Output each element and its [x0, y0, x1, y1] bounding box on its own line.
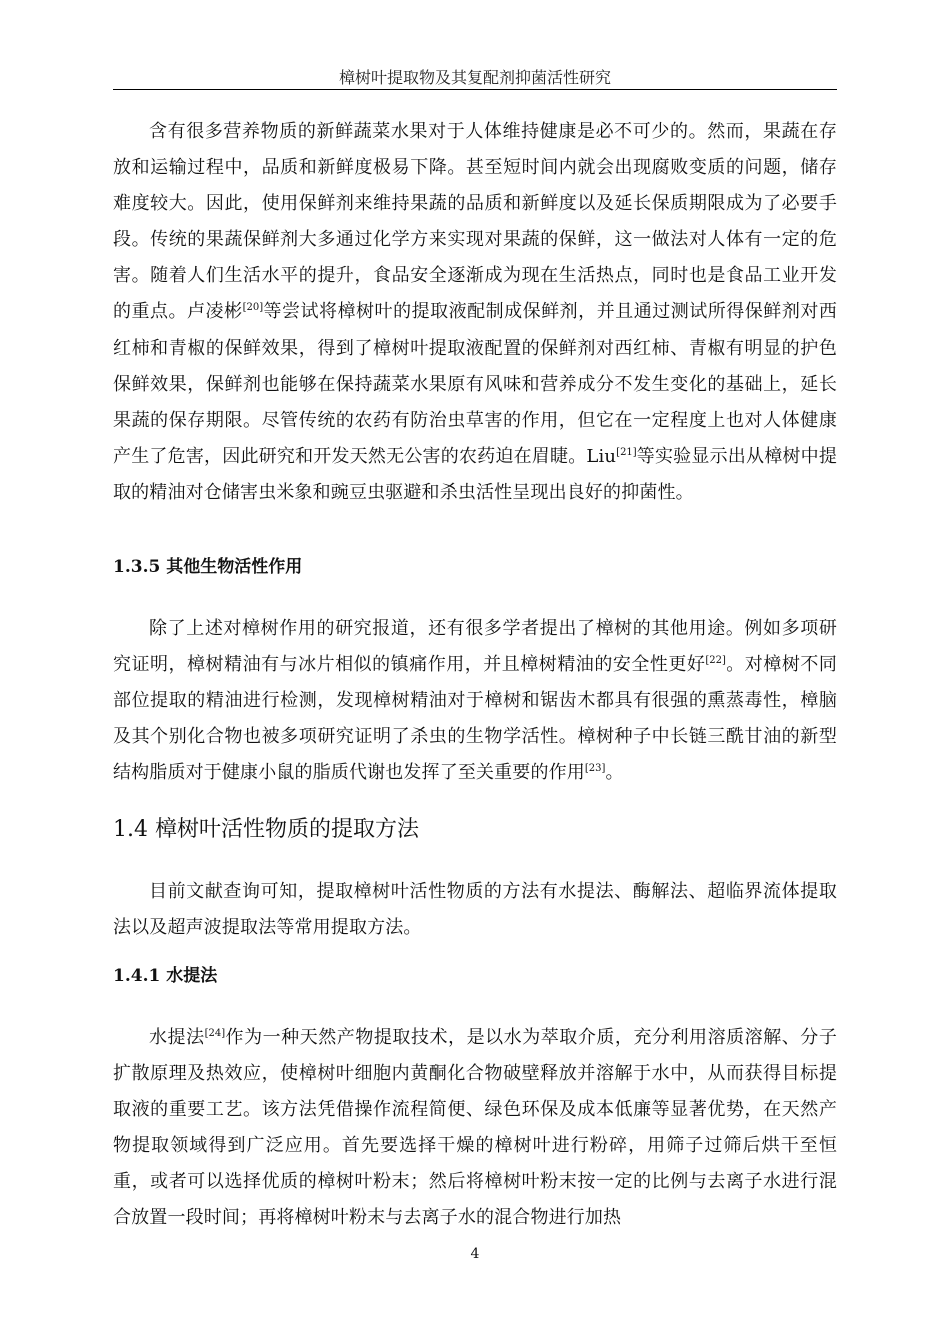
paragraph-extraction-methods: 目前文献查询可知，提取樟树叶活性物质的方法有水提法、酶解法、超临界流体提取法以及超声波提取法等常用提取方法。: [113, 881, 837, 939]
paragraph-text: 含有很多营养物质的新鲜蔬菜水果对于人体维持健康是必不可少的。然而，果蔬在存放和运输过程中，品质和新鲜度极易下降。甚至短时间内就会出现腐败变质的问题，储存难度较大。因此，使用保鲜剂来维持果蔬的品质和新鲜度以及延长保质期限成为了必要手段。传统的果蔬保鲜剂大多通过化学方来实现对果蔬的保鲜，这一做法对人体有一定的危害。随着人们生活水平的提升，食品安全逐渐成为现在生活热点，同时也是食品工业开发的重点。卢凌彬: [113, 121, 837, 323]
paragraph-text: 除了上述对樟树作用的研究报道，还有很多学者提出了樟树的其他用途。例如多项研究证明，樟树精油有与冰片相似的镇痛作用，并且樟树精油的安全性更好: [113, 618, 837, 676]
citation-ref: [23]: [584, 763, 606, 775]
section-heading-1-4-1: 1.4.1 水提法: [113, 966, 218, 986]
citation-ref: [22]: [705, 655, 726, 667]
paragraph-water-extraction: [113, 1020, 837, 1237]
paragraph-other-uses: [113, 611, 837, 791]
paragraph-text: 。对樟树不同部位提取的精油进行检测，发现樟树精油对于樟树和锯齿木都具有很强的熏蒸毒性，樟脑及其个别化合物也被多项研究证明了杀虫的生物学活性。樟树种子中长链三酰甘油的新型结构脂质对于健康小鼠的脂质代谢也发挥了至关重要的作用: [113, 654, 837, 784]
citation-ref: [24]: [204, 1028, 226, 1039]
paragraph-text: 。: [605, 762, 624, 784]
header-rule: [113, 89, 837, 90]
citation-ref: [20]: [242, 302, 264, 314]
paragraph-text: 等实验显示出从樟树中提取的精油对仓储害虫米象和豌豆虫驱避和杀虫活性呈现出良好的抑菌性。: [113, 445, 837, 503]
running-header-title: 樟树叶提取物及其复配剂抑菌活性研究: [338, 68, 611, 87]
paragraph-fruit-preservation: [113, 114, 837, 511]
paragraph-text: 等尝试将樟树叶的提取液配制成保鲜剂，并且通过测试所得保鲜剂对西红柿和青椒的保鲜效果，得到了樟树叶提取液配置的保鲜剂对西红柿、青椒有明显的护色保鲜效果，保鲜剂也能够在保持蔬菜水果原有风味和营养成分不发生变化的基础上，延长果蔬的保存期限。尽管传统的农药有防治虫草害的作用，但它在一定程度上也对人体健康产生了危害，因此研究和开发天然无公害的农药迫在眉睫。Liu: [113, 301, 837, 467]
paragraph-text: 水提法: [149, 1027, 205, 1048]
section-heading-1-3-5: 1.3.5 其他生物活性作用: [113, 557, 303, 577]
section-heading-1-4: 1.4 樟树叶活性物质的提取方法: [113, 817, 419, 842]
citation-ref: [21]: [616, 446, 637, 458]
paragraph-text: 作为一种天然产物提取技术，是以水为萃取介质，充分利用溶质溶解、分子扩散原理及热效应，使樟树叶细胞内黄酮化合物破壁释放并溶解于水中，从而获得目标提取液的重要工艺。该方法凭借操作流程简便、绿色环保及成本低廉等显著优势，在天然产物提取领域得到广泛应用。首先要选择干燥的樟树叶进行粉碎，用筛子过筛后烘干至恒重，或者可以选择优质的樟树叶粉末；然后将樟树叶粉末按一定的比例与去离子水进行混合放置一段时间；再将樟树叶粉末与去离子水的混合物进行加热: [113, 1027, 837, 1229]
page-number: 4: [470, 1246, 480, 1262]
